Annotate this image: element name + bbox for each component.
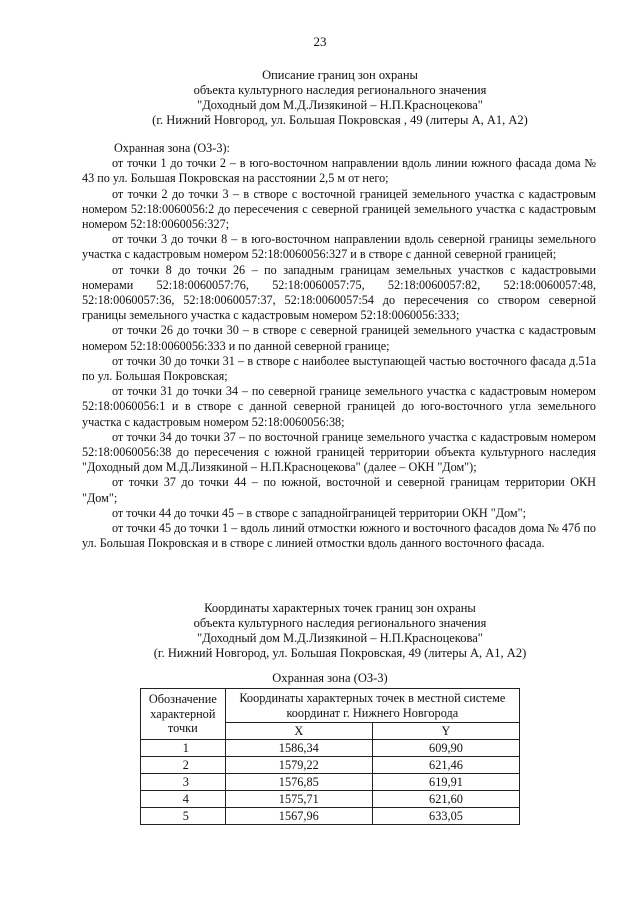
cell-y: 619,91 xyxy=(372,774,519,791)
paragraph: от точки 37 до точки 44 – по южной, восточной и северной границам территории ОКН "Дом"; xyxy=(82,475,596,505)
table-row xyxy=(141,791,520,808)
cell-x: 1567,96 xyxy=(225,808,372,825)
cell-point: 3 xyxy=(141,774,226,791)
paragraph: от точки 31 до точки 34 – по северной границе земельного участка с кадастровым номером 52:18:0060056:1 и в створе с данной северной границей до юго-восточного угла земельного участка с кадастровым номером 52:18:0060056:38; xyxy=(82,384,596,429)
description-heading-line: Описание границ зон охраны xyxy=(262,68,418,82)
description-heading-line: объекта культурного наследия регионального значения xyxy=(193,83,487,97)
boundary-description xyxy=(82,141,596,551)
description-heading xyxy=(60,68,620,128)
cell-point: 2 xyxy=(141,757,226,774)
paragraph: от точки 30 до точки 31 – в створе с наиболее выступающей частью восточного фасада д.51а по ул. Большая Покровская; xyxy=(82,353,596,384)
table-row xyxy=(141,757,520,774)
cell-point: 1 xyxy=(141,740,226,757)
coordinates-table xyxy=(140,688,520,825)
coordinates-heading xyxy=(60,601,620,661)
header-coordinates: Координаты характерных точек в местной системе координат г. Нижнего Новгорода xyxy=(225,689,519,723)
page-number: 23 xyxy=(313,34,327,49)
header-y: Y xyxy=(372,723,519,740)
description-heading-line: "Доходный дом М.Д.Лизякиной – Н.П.Красноцекова" xyxy=(197,98,483,112)
coordinates-heading-line: "Доходный дом М.Д.Лизякиной – Н.П.Красноцекова" xyxy=(197,631,483,645)
description-heading-line: (г. Нижний Новгород, ул. Большая Покровская , 49 (литеры А, А1, А2) xyxy=(152,113,528,127)
paragraph: от точки 44 до точки 45 – в створе с западнойграницей территории ОКН "Дом"; xyxy=(112,505,526,520)
cell-x: 1575,71 xyxy=(225,791,372,808)
cell-y: 621,60 xyxy=(372,791,519,808)
table-row xyxy=(141,808,520,825)
cell-point: 5 xyxy=(141,808,226,825)
header-point: Обозначение характерной точки xyxy=(141,689,226,740)
zone-title: Охранная зона (ОЗ-3): xyxy=(114,141,230,155)
cell-x: 1586,34 xyxy=(225,740,372,757)
cell-x: 1579,22 xyxy=(225,757,372,774)
table-row xyxy=(141,774,520,791)
header-x: X xyxy=(225,723,372,740)
table-row xyxy=(141,740,520,757)
table-caption: Охранная зона (ОЗ-3) xyxy=(272,671,388,685)
paragraph: от точки 45 до точки 1 – вдоль линий отмостки южного и восточного фасадов дома № 47б по ул. Большая Покровская и в створе с линией отмостки вдоль данного восточного фасада. xyxy=(82,521,596,551)
coordinates-heading-line: Координаты характерных точек границ зон охраны xyxy=(204,601,476,615)
cell-x: 1576,85 xyxy=(225,774,372,791)
coordinates-heading-line: (г. Нижний Новгород, ул. Большая Покровская, 49 (литеры А, А1, А2) xyxy=(153,646,527,660)
paragraph: от точки 8 до точки 26 – по западным границам земельных участков с кадастровыми номерами 52:18:0060057:76, 52:18:0060057:75, 52:18:0060057:82, 52:18:0060057:48, 52:18:0060057:36, 52:18:0060057:37, 52:18:0060057:54 до пересечения со створом северной границы земельного участка с кадастровым номером 52:18:0060056:333; xyxy=(82,262,596,323)
paragraph: от точки 2 до точки 3 – в створе с восточной границей земельного участка с кадастровым номером 52:18:0060056:2 до пересечения с северной границей земельного участка с кадастровым номером 52:18:0060056:327; xyxy=(82,186,596,232)
cell-y: 609,90 xyxy=(372,740,519,757)
coordinates-heading-line: объекта культурного наследия регионального значения xyxy=(193,616,487,630)
cell-y: 633,05 xyxy=(372,808,519,825)
paragraph: от точки 3 до точки 8 – в юго-восточном направлении вдоль северной границы земельного участка с кадастровым номером 52:18:0060056:327 и в створе с данной северной границей; xyxy=(82,232,596,262)
paragraph: от точки 26 до точки 30 – в створе с северной границей земельного участка с кадастровым номером 52:18:0060056:333 и по данной северной границе; xyxy=(82,323,596,353)
cell-y: 621,46 xyxy=(372,757,519,774)
cell-point: 4 xyxy=(141,791,226,808)
paragraph: от точки 34 до точки 37 – по восточной границе земельного участка с кадастровым номером 52:18:0060056:38 до пересечения с южной границей территории объекта культурного наследия "Доходный дом М.Д.Лизякиной – Н.П.Красноцекова" (далее – ОКН "Дом"); xyxy=(82,429,596,475)
paragraph: от точки 1 до точки 2 – в юго-восточном направлении вдоль линии южного фасада дома № 43 по ул. Большая Покровская на расстоянии 2,5 м от него; xyxy=(82,156,596,186)
